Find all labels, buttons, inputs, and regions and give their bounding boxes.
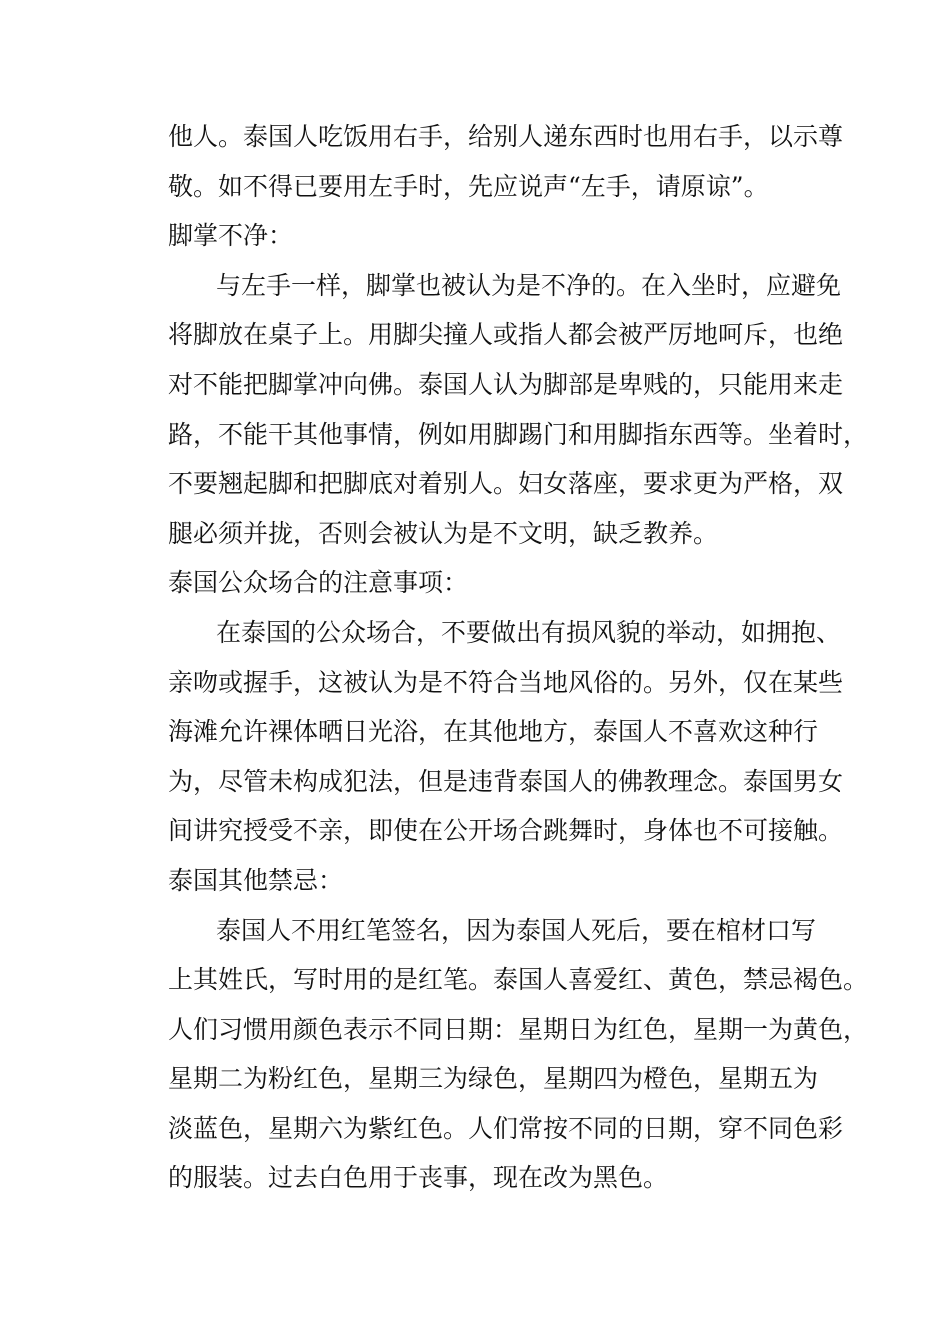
text-line: 他人。泰国人吃饭用右手，给别人递东西时也用右手，以示尊 [168, 122, 844, 151]
text-line: 间讲究授受不亲，即使在公开场合跳舞时，身体也不可接触。 [168, 816, 844, 846]
paragraph-first-line: 在泰国的公众场合，不要做出有损风貌的举动，如拥抱、 [216, 617, 842, 647]
text-line: 亲吻或握手，这被认为是不符合当地风俗的。另外，仅在某些 [168, 667, 844, 697]
section-heading: 泰国公众场合的注意事项： [168, 568, 469, 598]
text-line: 腿必须并拢，否则会被认为是不文明，缺乏教养。 [168, 518, 719, 548]
paragraph-first-line: 泰国人不用红笔签名，因为泰国人死后，要在棺材口写 [216, 915, 817, 945]
text-line: 海滩允许裸体晒日光浴，在其他地方，泰国人不喜欢这种行 [168, 717, 819, 747]
document-body [168, 112, 869, 1203]
section-heading: 泰国其他禁忌： [168, 865, 344, 895]
text-line: 的服装。过去白色用于丧事，现在改为黑色。 [168, 1163, 669, 1193]
text-line: 不要翘起脚和把脚底对着别人。妇女落座，要求更为严格，双 [168, 469, 844, 499]
text-line: 为，尽管未构成犯法，但是违背泰国人的佛教理念。泰国男女 [168, 766, 844, 796]
text-line: 星期二为粉红色，星期三为绿色，星期四为橙色，星期五为 [168, 1064, 819, 1094]
text-line: 将脚放在桌子上。用脚尖撞人或指人都会被严厉地呵斥，也绝 [168, 320, 844, 350]
text-line: 路，不能干其他事情，例如用脚踢门和用脚指东西等。坐着时， [168, 419, 869, 449]
text-line: 敬。如不得已要用左手时，先应说声“左手，请原谅”。 [168, 171, 769, 201]
text-line: 对不能把脚掌冲向佛。泰国人认为脚部是卑贱的，只能用来走 [168, 369, 844, 399]
section-heading: 脚掌不净： [168, 221, 294, 251]
paragraph-first-line: 与左手一样，脚掌也被认为是不净的。在入坐时，应避免 [216, 270, 842, 300]
text-line: 人们习惯用颜色表示不同日期：星期日为红色，星期一为黄色， [168, 1014, 869, 1044]
text-line: 上其姓氏，写时用的是红笔。泰国人喜爱红、黄色，禁忌褐色。 [168, 965, 869, 995]
text-line: 淡蓝色，星期六为紫红色。人们常按不同的日期，穿不同色彩 [168, 1113, 844, 1143]
